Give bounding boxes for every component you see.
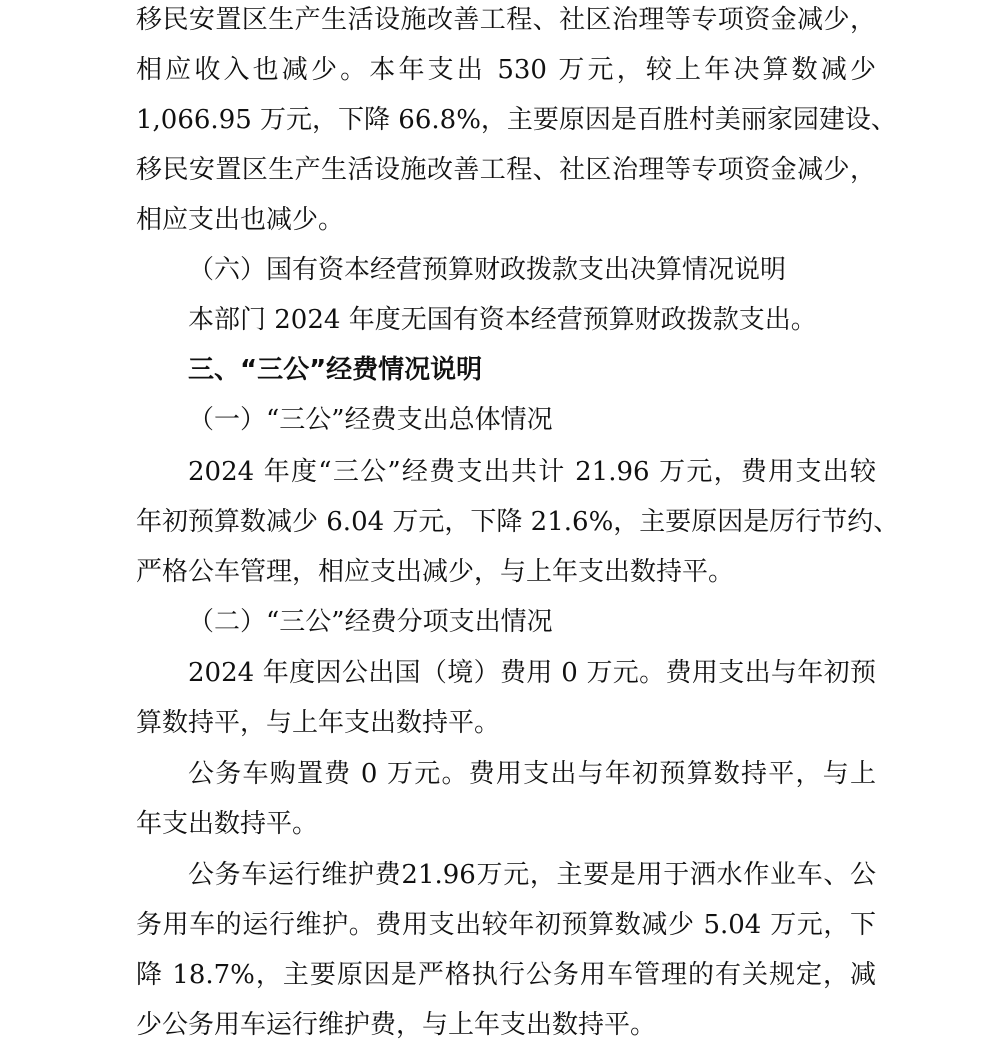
section-heading: （一）“三公”经费支出总体情况 bbox=[188, 405, 553, 435]
paragraph-line: 公务车购置费 0 万元。费用支出与年初预算数持平，与上 bbox=[188, 759, 876, 789]
section-heading: 三、“三公”经费情况说明 bbox=[188, 355, 483, 385]
paragraph-line: 公务车运行维护费21.96万元，主要是用于洒水作业车、公 bbox=[188, 860, 876, 890]
paragraph-line: 相应收入也减少。本年支出 530 万元，较上年决算数减少 bbox=[136, 55, 876, 85]
paragraph-line: 2024 年度因公出国（境）费用 0 万元。费用支出与年初预 bbox=[188, 658, 876, 688]
paragraph-line: 移民安置区生产生活设施改善工程、社区治理等专项资金减少， bbox=[136, 155, 876, 185]
paragraph-line: 移民安置区生产生活设施改善工程、社区治理等专项资金减少， bbox=[136, 5, 876, 35]
paragraph-line: 少公务用车运行维护费，与上年支出数持平。 bbox=[136, 1010, 657, 1040]
paragraph-line: 年支出数持平。 bbox=[136, 809, 319, 839]
paragraph-line: 本部门 2024 年度无国有资本经营预算财政拨款支出。 bbox=[188, 305, 817, 335]
paragraph-line: 相应支出也减少。 bbox=[136, 205, 345, 235]
section-heading: （二）“三公”经费分项支出情况 bbox=[188, 607, 553, 637]
paragraph-line: 降 18.7%，主要原因是严格执行公务用车管理的有关规定，减 bbox=[136, 960, 876, 990]
paragraph-line: 算数持平，与上年支出数持平。 bbox=[136, 708, 501, 738]
paragraph-line: 务用车的运行维护。费用支出较年初预算数减少 5.04 万元，下 bbox=[136, 910, 876, 940]
paragraph-line: 年初预算数减少 6.04 万元，下降 21.6%，主要原因是厉行节约、 bbox=[136, 507, 900, 537]
paragraph-line: 1,066.95 万元，下降 66.8%，主要原因是百胜村美丽家园建设、 bbox=[136, 105, 897, 135]
paragraph-line: 严格公车管理，相应支出减少，与上年支出数持平。 bbox=[136, 557, 735, 587]
paragraph-line: 2024 年度“三公”经费支出共计 21.96 万元，费用支出较 bbox=[188, 457, 876, 487]
section-heading: （六）国有资本经营预算财政拨款支出决算情况说明 bbox=[188, 255, 787, 285]
